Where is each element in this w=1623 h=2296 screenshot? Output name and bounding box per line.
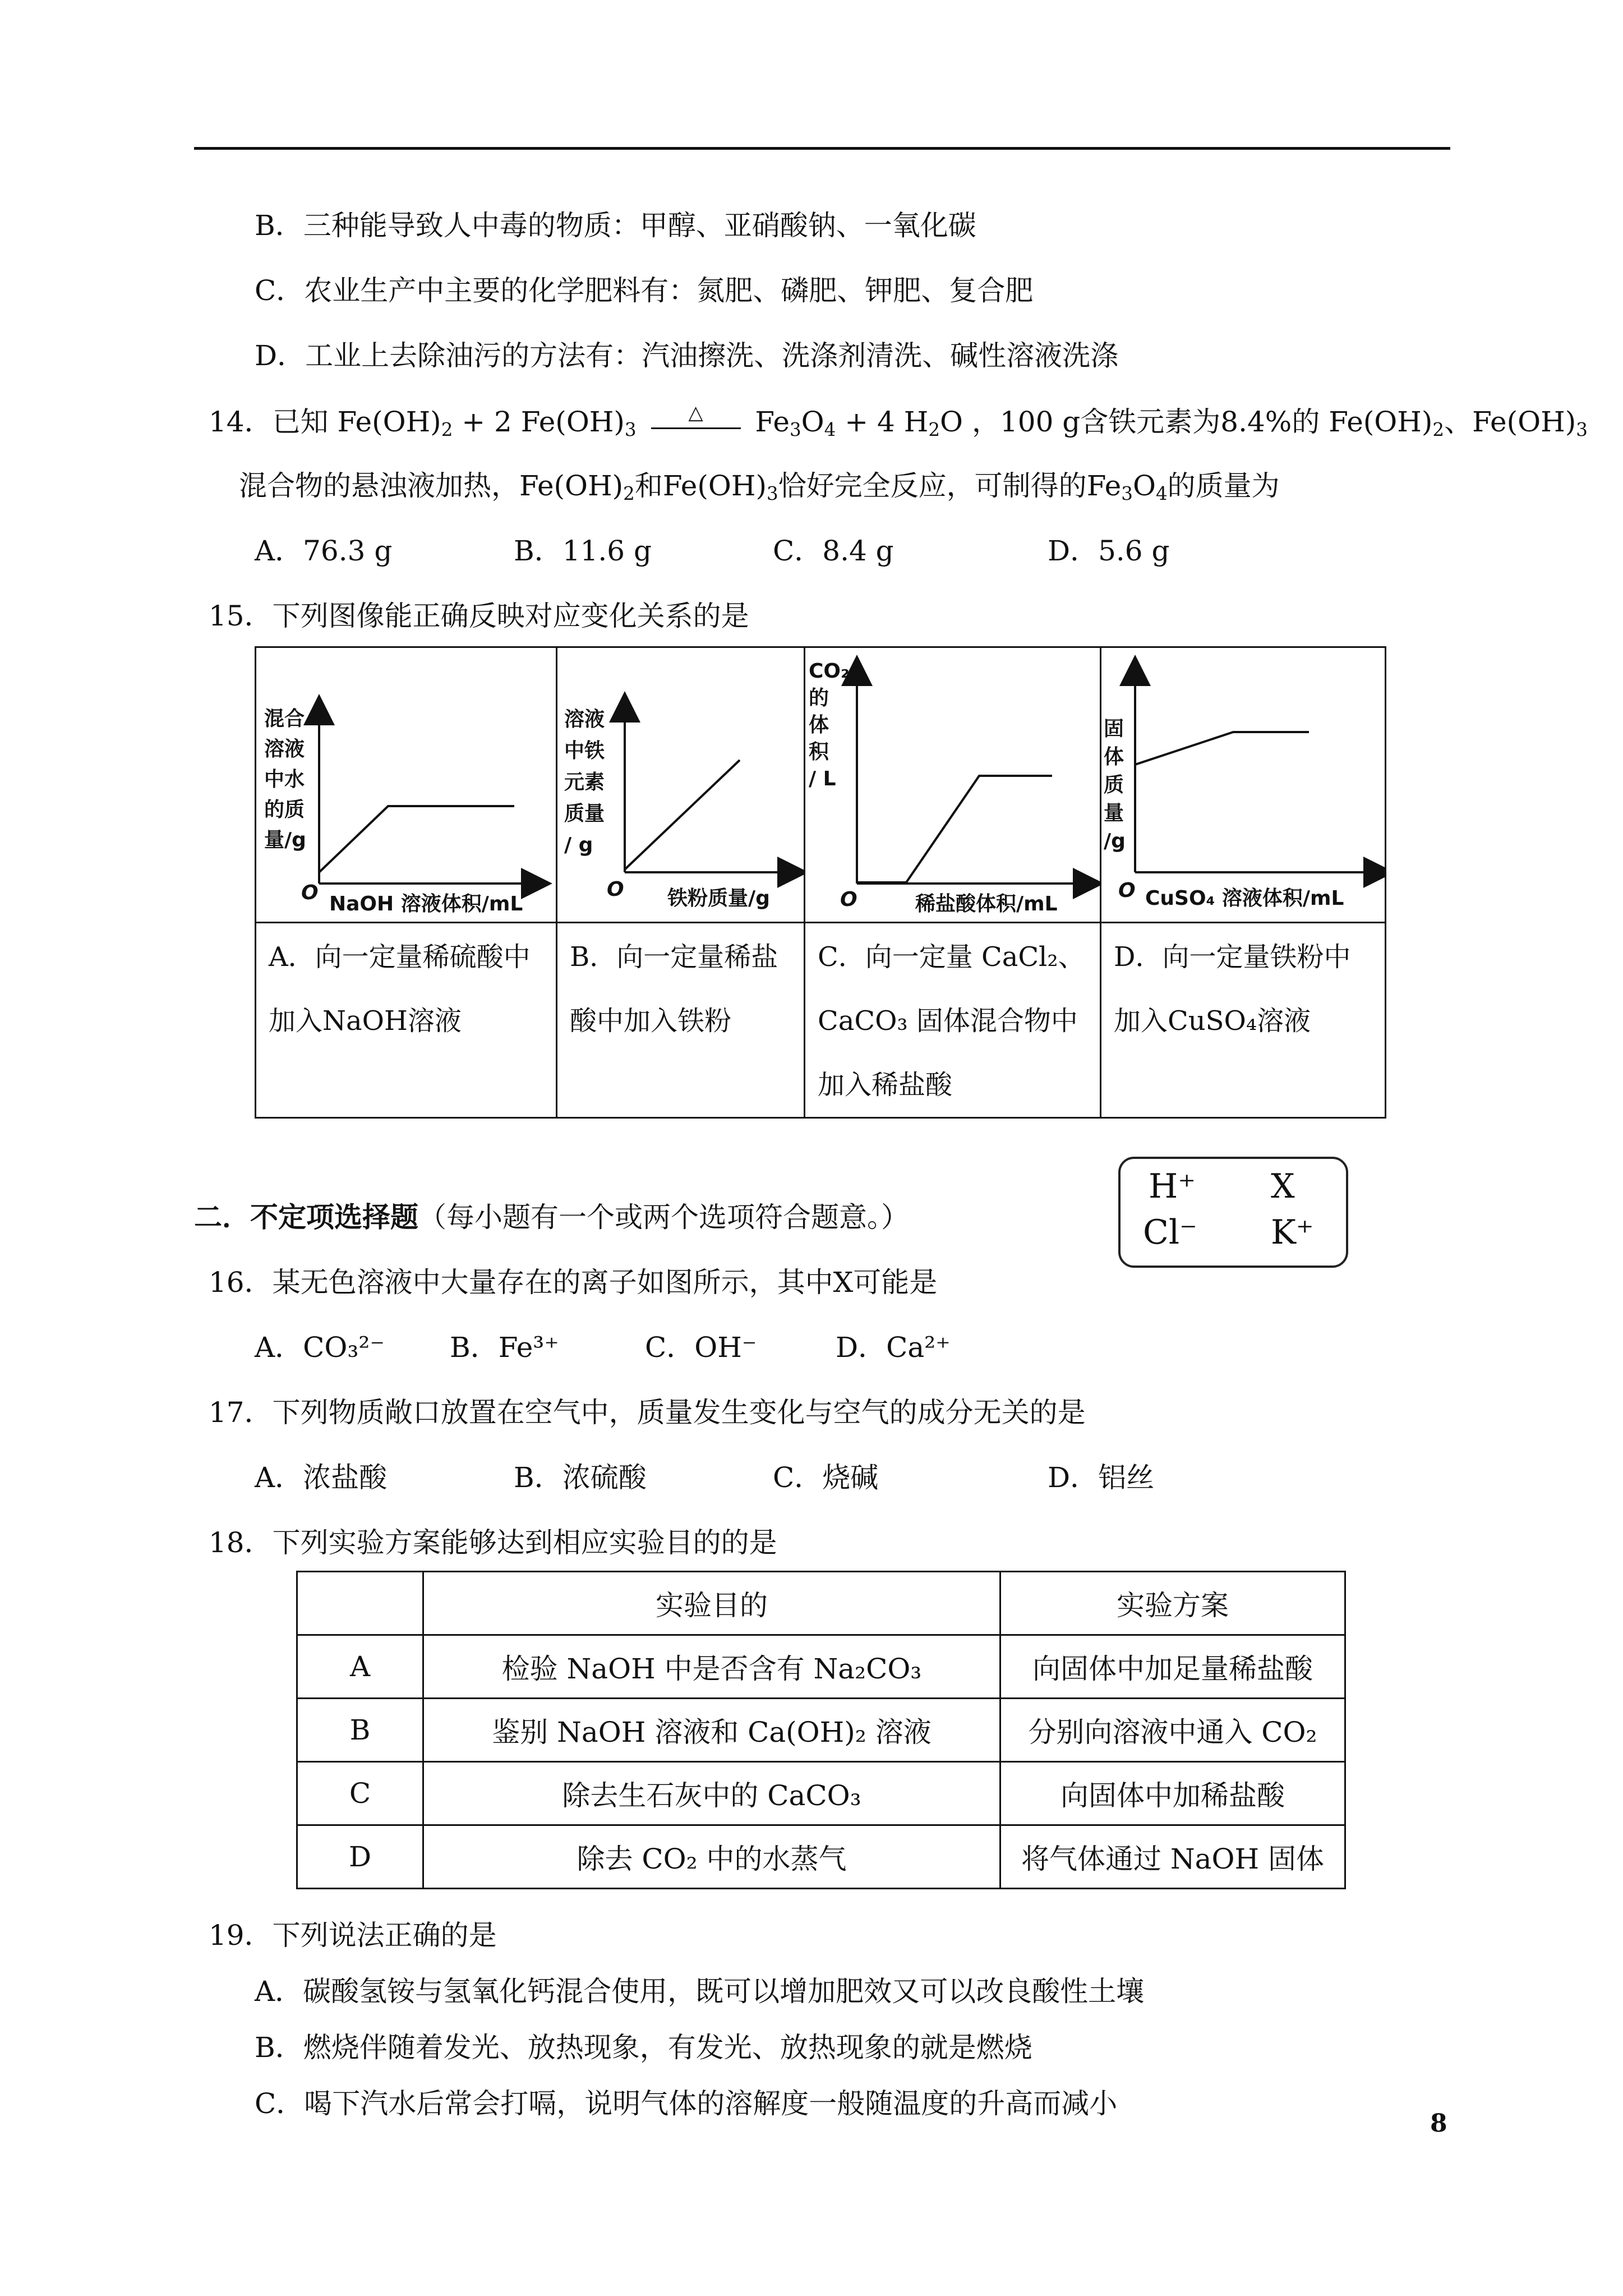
graph-c-origin: O: [840, 888, 857, 911]
graph-b-ylabel: 溶液 中铁 元素 质量 / g: [564, 708, 605, 857]
curve: [625, 760, 740, 869]
q13-option-b: B．三种能导致人中毒的物质：甲醇、亚硝酸钠、一氧化碳: [255, 209, 976, 242]
q14-option-b: B．11.6 g: [514, 535, 652, 567]
q17-option-c: C．烧碱: [773, 1461, 879, 1494]
graph-a-caption: A．向一定量稀硫酸中 加入NaOH溶液: [269, 941, 531, 1037]
table-row: [297, 1635, 1345, 1699]
graph-d: [1101, 648, 1385, 922]
q18-table: [296, 1571, 1346, 1889]
table-header-cell: [297, 1572, 423, 1635]
ion-k: K⁺: [1271, 1213, 1314, 1252]
graph-d-xlabel: CuSO₄ 溶液体积/mL: [1145, 887, 1344, 910]
graph-cell-d: [1100, 648, 1385, 1117]
q14-option-a: A．76.3 g: [255, 535, 393, 567]
table-cell: 除去生石灰中的 CaCO₃: [423, 1762, 1000, 1825]
graph-c-caption: C．向一定量 CaCl₂、 CaCO₃ 固体混合物中 加入稀盐酸: [818, 941, 1085, 1101]
table-cell: 除去 CO₂ 中的水蒸气: [423, 1825, 1000, 1889]
graph-b-xlabel: 铁粉质量/g: [667, 887, 770, 910]
q19-stem: 19．下列说法正确的是: [209, 1919, 497, 1952]
q14-option-c: C．8.4 g: [773, 535, 894, 567]
curve: [1135, 732, 1309, 765]
q16-stem: 16．某无色溶液中大量存在的离子如图所示，其中X可能是: [209, 1266, 938, 1299]
table-cell: A: [297, 1635, 423, 1699]
table-header-cell: 实验目的: [423, 1572, 1000, 1635]
table-row: [297, 1825, 1345, 1889]
graph-a-origin: O: [301, 881, 319, 904]
heat-condition: △: [688, 402, 703, 424]
curve: [857, 776, 1052, 882]
table-cell: 将气体通过 NaOH 固体: [1000, 1825, 1345, 1889]
q19-option-c: C．喝下汽水后常会打嗝，说明气体的溶解度一般随温度的升高而减小: [255, 2087, 1118, 2120]
graph-table: [255, 646, 1386, 1119]
q19-option-b: B．燃烧伴随着发光、放热现象，有发光、放热现象的就是燃烧: [255, 2031, 1032, 2064]
q14-stem: [209, 402, 1588, 447]
table-row: [297, 1762, 1345, 1825]
q16-option-b: B．Fe³⁺: [450, 1331, 559, 1364]
q14-num: 14．已知: [209, 406, 329, 438]
q16-option-c: C．OH⁻: [645, 1331, 757, 1364]
ion-cl: Cl⁻: [1143, 1213, 1197, 1252]
q13-option-d: D．工业上去除油污的方法有：汽油擦洗、洗涤剂清洗、碱性溶液洗涤: [255, 339, 1119, 372]
curve: [319, 806, 514, 872]
q17-option-b: B．浓硫酸: [514, 1461, 647, 1494]
q14-line2: 混合物的悬浊液加热，$Fe(OH)_2$和$Fe(OH)_3$恰好完全反应，可制得的$Fe_3O_4$的质量为: [239, 470, 1280, 505]
graph-c-xlabel: 稀盐酸体积/mL: [915, 892, 1058, 915]
q14-eq-left: $Fe(OH)_2 + 2$ $Fe(OH)_3$: [337, 406, 637, 441]
q17-option-a: A．浓盐酸: [255, 1461, 388, 1494]
table-row: [297, 1699, 1345, 1762]
table-header-row: [297, 1572, 1345, 1635]
graph-b-caption: B．向一定量稀盐 酸中加入铁粉: [570, 941, 778, 1037]
graph-a-ylabel: 混合 溶液 中水 的质 量/g: [264, 707, 306, 852]
q13-option-c: C．农业生产中主要的化学肥料有：氮肥、磷肥、钾肥、复合肥: [255, 274, 1034, 307]
graph-cell-a: [256, 648, 556, 1117]
q15-stem: 15．下列图像能正确反映对应变化关系的是: [209, 600, 749, 632]
section-title: 二．不定项选择题（每小题有一个或两个选项符合题意。）: [194, 1200, 909, 1234]
graph-d-origin: O: [1118, 879, 1136, 902]
q14-mixture: $Fe(OH)_2$、$Fe(OH)_3$: [1329, 406, 1588, 441]
q17-option-d: D．铝丝: [1048, 1461, 1155, 1494]
table-cell: B: [297, 1699, 423, 1762]
reaction-arrow: [645, 402, 746, 435]
q14-mid: ，100 g含铁元素为8.4%的: [971, 406, 1320, 438]
graph-d-ylabel: 固 体 质 量 /g: [1104, 717, 1126, 853]
table-cell: 向固体中加稀盐酸: [1000, 1762, 1345, 1825]
graph-a-xlabel: NaOH 溶液体积/mL: [329, 892, 523, 915]
graph-cell-c: [804, 648, 1100, 1117]
q16-option-a: A．CO₃²⁻: [255, 1331, 385, 1364]
q19-option-a: A．碳酸氢铵与氢氧化钙混合使用，既可以增加肥效又可以改良酸性土壤: [255, 1975, 1145, 2008]
q17-stem: 17．下列物质敞口放置在空气中，质量发生变化与空气的成分无关的是: [209, 1396, 1086, 1429]
ion-x: X: [1271, 1167, 1295, 1206]
table-cell: 向固体中加足量稀盐酸: [1000, 1635, 1345, 1699]
q18-stem: 18．下列实验方案能够达到相应实验目的的是: [209, 1526, 777, 1559]
table-cell: 检验 NaOH 中是否含有 Na₂CO₃: [423, 1635, 1000, 1699]
table-cell: 鉴别 NaOH 溶液和 Ca(OH)₂ 溶液: [423, 1699, 1000, 1762]
ion-h: H⁺: [1149, 1167, 1196, 1206]
table-cell: 分别向溶液中通入 CO₂: [1000, 1699, 1345, 1762]
table-cell: C: [297, 1762, 423, 1825]
q14-eq-right: $Fe_3O_4 + 4$ $H_2O$: [755, 406, 963, 441]
table-cell: D: [297, 1825, 423, 1889]
table-header-cell: 实验方案: [1000, 1572, 1345, 1635]
ion-box: [1118, 1157, 1348, 1268]
page-number: 8: [1430, 2109, 1447, 2138]
header-rule: [194, 147, 1450, 150]
q14-option-d: D．5.6 g: [1048, 535, 1170, 567]
graph-c-ylabel: CO₂ 的 体 积 / L: [809, 660, 850, 790]
q16-option-d: D．Ca²⁺: [836, 1331, 951, 1364]
graph-cell-b: [556, 648, 804, 1117]
graph-b-origin: O: [607, 878, 624, 901]
graph-d-caption: D．向一定量铁粉中 加入CuSO₄溶液: [1114, 941, 1351, 1037]
